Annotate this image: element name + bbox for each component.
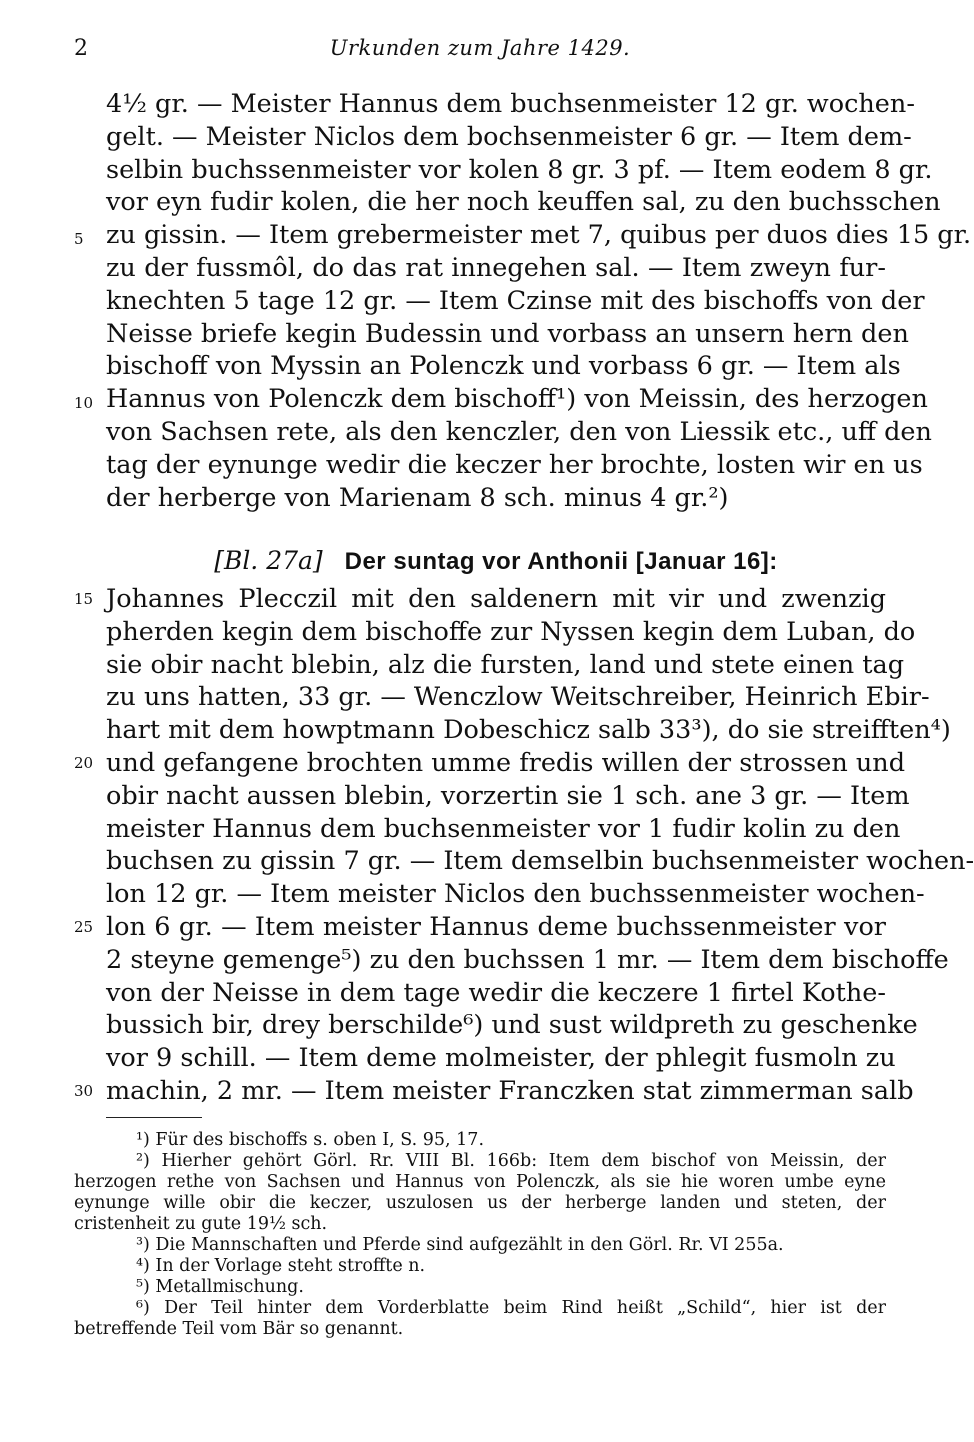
text-line: zu der fussmôl, do das rat innegehen sal. — Item zweyn fur- — [106, 252, 886, 283]
text-line: lon 12 gr. — Item meister Niclos den buchssenmeister wochen- — [106, 879, 925, 910]
text-line: Hannus von Polenczk dem bischoff¹) von Meissin, des herzogen — [106, 384, 928, 415]
text-line: und gefangene brochten umme fredis willen der strossen und — [106, 747, 906, 778]
text-line: von Sachsen rete, als den kenczler, den von Liessik etc., uff den — [106, 416, 932, 447]
footnote: ³) Die Mannschaften und Pferde sind aufgezählt in den Görl. Rr. VI 255a. — [136, 1235, 784, 1255]
page-header — [74, 36, 886, 66]
text-line: selbin buchssenmeister vor kolen 8 gr. 3 pf. — Item eodem 8 gr. — [106, 154, 933, 185]
footnote-rule — [106, 1117, 202, 1118]
footnote: ²) Hierher gehört Görl. Rr. VIII Bl. 166b: Item dem bischof von Meissin, der herzogen rethe von Sachsen und Hannus von Polenczk, als sie hie woren umbe eyne eynunge wille obir die keczer, uszulosen us der herberge landen und steten, der cristenheit zu gute 19½ sch. — [74, 1151, 886, 1234]
text-block-2 — [106, 583, 974, 1108]
text-line: zu uns hatten, 33 gr. — Wenczlow Weitschreiber, Heinrich Ebir- — [106, 682, 930, 713]
text-line: Neisse briefe kegin Budessin und vorbass an unsern hern den — [106, 318, 909, 349]
running-title: Urkunden zum Jahre 1429. — [329, 36, 631, 60]
section-title: Der suntag vor Anthonii [Januar 16]: — [344, 548, 778, 575]
footnote: ⁵) Metallmischung. — [136, 1277, 304, 1297]
text-line: bischoff von Myssin an Polenczk und vorbass 6 gr. — Item als — [106, 351, 901, 382]
text-line: sie obir nacht blebin, alz die fursten, land und stete einen tag — [106, 649, 905, 680]
text-line: buchsen zu gissin 7 gr. — Item demselbin buchsenmeister wochen- — [106, 846, 974, 877]
text-line: zu gissin. — Item grebermeister met 7, quibus per duos dies 15 gr. — [106, 220, 972, 251]
text-block-1 — [106, 88, 972, 514]
line-number: 10 — [74, 394, 94, 412]
text-line: pherden kegin dem bischoffe zur Nyssen kegin dem Luban, do — [106, 616, 916, 647]
line-number: 20 — [74, 754, 94, 772]
text-line: vor eyn fudir kolen, die her noch keuffen sal, zu den buchsschen — [106, 187, 941, 218]
text-line: lon 6 gr. — Item meister Hannus deme buchssenmeister vor — [106, 911, 886, 942]
text-line: meister Hannus dem buchsenmeister vor 1 fudir kolin zu den — [106, 813, 901, 844]
text-line: von der Neisse in dem tage wedir die keczere 1 firtel Kothe- — [106, 977, 886, 1008]
text-line: der herberge von Marienam 8 sch. minus 4 gr.²) — [106, 482, 729, 513]
text-line: bussich bir, drey berschilde⁶) und sust wildpreth zu geschenke — [106, 1010, 918, 1041]
line-number: 5 — [74, 230, 84, 248]
text-line: gelt. — Meister Niclos dem bochsenmeister 6 gr. — Item dem- — [106, 121, 912, 152]
line-number: 15 — [74, 590, 94, 608]
footnote: ¹) Für des bischoffs s. oben I, S. 95, 17. — [136, 1130, 485, 1150]
text-line: vor 9 schill. — Item deme molmeister, der phlegit fusmoln zu — [106, 1043, 896, 1074]
line-number: 25 — [74, 918, 94, 936]
text-line: 4½ gr. — Meister Hannus dem buchsenmeister 12 gr. wochen- — [106, 89, 915, 119]
text-line: hart mit dem howptmann Dobeschicz salb 33³), do sie streifften⁴) — [106, 715, 951, 746]
text-line: knechten 5 tage 12 gr. — Item Czinse mit des bischoffs von der — [106, 285, 925, 316]
footnote: ⁴) In der Vorlage steht stroffte n. — [136, 1256, 426, 1276]
text-line: obir nacht aussen blebin, vorzertin sie 1 sch. ane 3 gr. — Item — [106, 780, 910, 811]
text-line: Johannes Plecczil mit den saldenern mit vir und zwenzig — [106, 584, 886, 614]
folio-reference: [Bl. 27a] — [214, 546, 323, 575]
text-line: 2 steyne gemenge⁵) zu den buchssen 1 mr. — Item dem bischoffe — [106, 944, 949, 975]
footnote: ⁶) Der Teil hinter dem Vorderblatte beim Rind heißt „Schild“, hier ist der betreffende Teil vom Bär so genannt. — [74, 1298, 886, 1339]
section-heading — [106, 545, 886, 577]
footnotes — [74, 1130, 886, 1340]
text-line: machin, 2 mr. — Item meister Franczken stat zimmerman salb — [106, 1075, 914, 1106]
page-number: 2 — [74, 36, 88, 61]
text-line: tag der eynunge wedir die keczer her brochte, losten wir en us — [106, 449, 923, 480]
line-number: 30 — [74, 1082, 94, 1100]
